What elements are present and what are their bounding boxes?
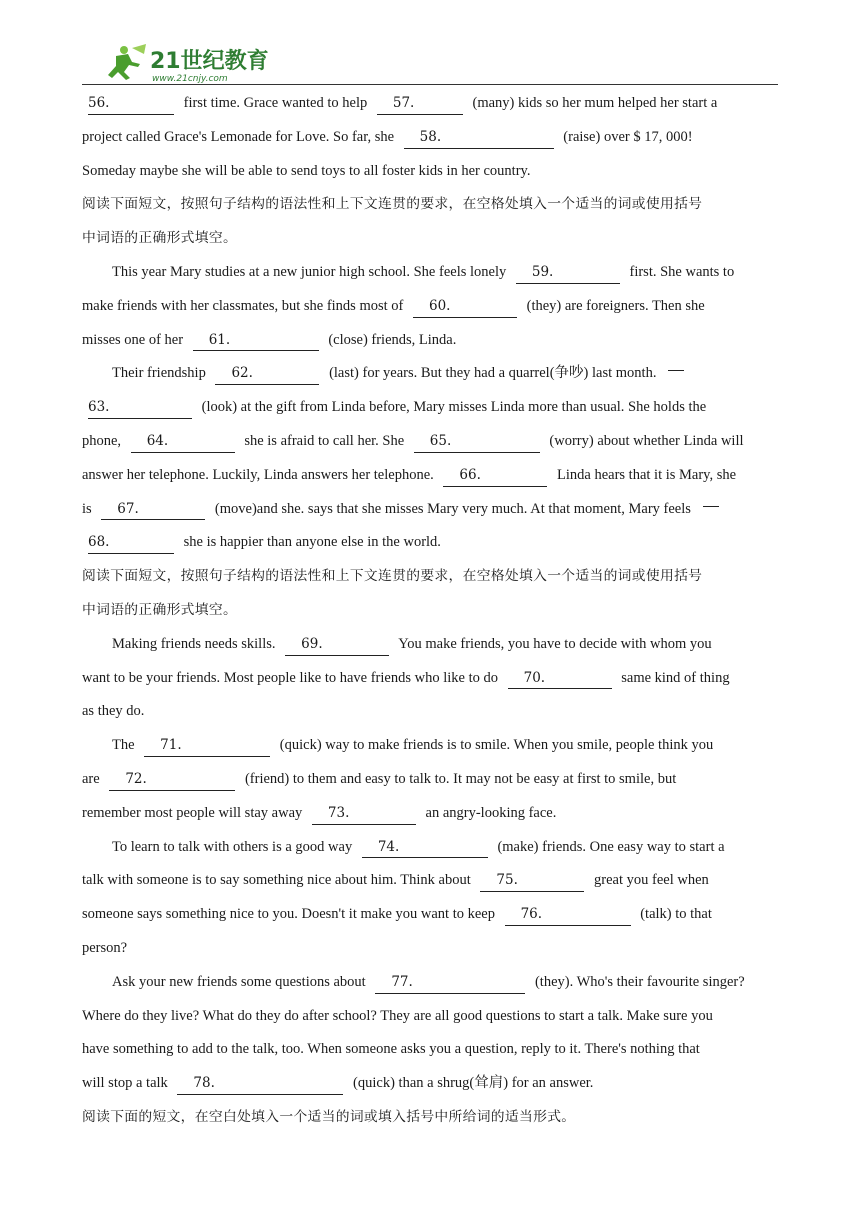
answer-blank-77[interactable] (375, 966, 525, 1000)
text-run: 68. (88, 534, 110, 551)
answer-blank-60[interactable] (413, 290, 517, 324)
text-run: 63. (88, 399, 110, 416)
text-line (82, 155, 782, 189)
text-run: will stop a talk (82, 1075, 168, 1092)
text-line (82, 324, 782, 358)
answer-blank-74[interactable] (362, 831, 488, 865)
text-run: 阅读下面短文，按照句子结构的语法性和上下文连贯的要求，在空格处填入一个适当的词或使用括号 (82, 568, 703, 585)
text-run: someone says something nice to you. Doesn't it make you want to keep (82, 906, 495, 923)
text-run: 65. (429, 432, 452, 449)
text-run: phone, (82, 432, 122, 449)
text-line (82, 357, 782, 391)
text-run: You make friends, you have to decide with whom you (398, 635, 712, 652)
text-run: 75. (496, 872, 518, 889)
text-run: 59. (531, 263, 554, 280)
text-run: 73. (327, 804, 350, 821)
text-run: first. She wants to (629, 263, 735, 280)
text-line (82, 831, 782, 865)
text-run: (make) friends. One easy way to start a (497, 838, 725, 855)
text-run: great you feel when (594, 872, 709, 889)
text-run: 60. (428, 297, 451, 314)
text-run: 71. (160, 737, 182, 754)
text-line (82, 459, 782, 493)
answer-blank-66[interactable] (443, 459, 547, 493)
answer-blank-75[interactable] (480, 864, 584, 898)
text-line (82, 425, 782, 459)
text-run: Making friends needs skills. (112, 635, 276, 652)
text-line (82, 662, 782, 696)
text-line (82, 391, 782, 425)
text-run: The (112, 737, 135, 754)
text-line (82, 493, 782, 527)
text-run: she is happier than anyone else in the world. (183, 534, 441, 551)
text-line (82, 797, 782, 831)
text-run: make friends with her classmates, but she finds most of (82, 297, 404, 314)
text-run: Ask your new friends some questions about (112, 973, 366, 990)
text-run: 74. (377, 838, 400, 855)
text-line (82, 864, 782, 898)
text-run: (last) for years. But they had a quarrel(争吵) last month. (329, 365, 657, 382)
answer-blank-73[interactable] (312, 797, 416, 831)
text-run: as they do. (82, 703, 145, 720)
svg-text:www.21cnjy.com: www.21cnjy.com (152, 74, 228, 84)
text-run: want to be your friends. Most people like to have friends who like to do (82, 669, 498, 686)
text-line (82, 121, 782, 155)
text-run: 62. (231, 365, 253, 382)
text-run: remember most people will stay away (82, 804, 303, 821)
text-run: Where do they live? What do they do after school? They are all good questions to start a talk. Make sure you (82, 1007, 713, 1024)
text-run: person? (82, 939, 128, 956)
text-line (82, 932, 782, 966)
text-run: (move)and she. says that she misses Mary very much. At that moment, Mary feels (214, 500, 691, 517)
text-run: are (82, 770, 100, 787)
text-run: Someday maybe she will be able to send toys to all foster kids in her country. (82, 162, 531, 179)
text-run: Linda hears that it is Mary, she (557, 466, 737, 483)
text-run: 56. (88, 95, 110, 111)
instruction-line (82, 1101, 782, 1135)
text-run: talk with someone is to say something nice about him. Think about (82, 872, 471, 889)
answer-blank-68[interactable] (88, 526, 174, 560)
answer-blank-78[interactable] (177, 1067, 343, 1101)
instruction-line (82, 188, 782, 222)
text-run: 中词语的正确形式填空。 (82, 230, 238, 247)
text-run: (look) at the gift from Linda before, Mary misses Linda more than usual. She holds the (201, 399, 707, 416)
text-run: is (82, 500, 92, 517)
text-run: Their friendship (112, 365, 206, 382)
answer-blank-59[interactable] (516, 256, 620, 290)
answer-blank-62[interactable] (215, 357, 319, 391)
text-run: (worry) about whether Linda will (549, 432, 744, 449)
text-run: 72. (125, 770, 147, 787)
21cnjy-logo (102, 42, 272, 84)
text-run: To learn to talk with others is a good way (112, 838, 353, 855)
text-run: (many) kids so her mum helped her start a (472, 95, 718, 111)
text-run: (raise) over $ 17, 000! (563, 128, 693, 145)
answer-blank-64[interactable] (131, 425, 235, 459)
text-line (82, 256, 782, 290)
text-run: 阅读下面的短文，在空白处填入一个适当的词或填入括号中所给词的适当形式。 (82, 1108, 576, 1125)
answer-blank-69[interactable] (285, 628, 389, 662)
text-line (82, 290, 782, 324)
instruction-line (82, 594, 782, 628)
text-run: 66. (459, 466, 481, 483)
text-run: project called Grace's Lemonade for Love. So far, she (82, 128, 395, 145)
text-line (82, 729, 782, 763)
instruction-line (82, 560, 782, 594)
text-run: This year Mary studies at a new junior high school. She feels lonely (112, 263, 507, 280)
text-run: (quick) way to make friends is to smile. When you smile, people think you (279, 737, 714, 754)
text-run: (they) are foreigners. Then she (526, 297, 705, 314)
instruction-line (82, 222, 782, 256)
text-line (82, 763, 782, 797)
text-line (82, 1067, 782, 1101)
text-run: 中词语的正确形式填空。 (82, 601, 238, 618)
text-run: 57. (392, 95, 415, 111)
text-run: misses one of her (82, 331, 184, 348)
text-line (82, 87, 782, 121)
text-run: 64. (146, 432, 169, 449)
text-run: (close) friends, Linda. (328, 331, 457, 348)
text-run: 78. (193, 1075, 215, 1092)
header-rule (82, 84, 778, 85)
text-line (82, 898, 782, 932)
text-run: 阅读下面短文，按照句子结构的语法性和上下文连贯的要求，在空格处填入一个适当的词或使用括号 (82, 196, 703, 213)
answer-blank-71[interactable] (144, 729, 270, 763)
text-run: same kind of thing (621, 669, 730, 686)
text-run: 67. (117, 500, 139, 517)
text-line (82, 526, 782, 560)
text-line (82, 1000, 782, 1034)
answer-blank-56[interactable] (88, 87, 174, 121)
text-run: she is afraid to call her. She (244, 432, 405, 449)
answer-blank-58[interactable] (404, 121, 554, 155)
text-line (82, 695, 782, 729)
answer-blank-67[interactable] (101, 493, 205, 527)
text-run: (they). Who's their favourite singer? (534, 973, 745, 990)
answer-blank-76[interactable] (505, 898, 631, 932)
page-header (82, 40, 778, 86)
text-run: an angry-looking face. (425, 804, 557, 821)
text-run: 70. (523, 669, 546, 686)
text-line (82, 966, 782, 1000)
answer-blank-61[interactable] (193, 324, 319, 358)
answer-blank-63[interactable] (88, 391, 192, 425)
answer-blank-65[interactable] (414, 425, 540, 459)
answer-blank-70[interactable] (508, 662, 612, 696)
text-run: answer her telephone. Luckily, Linda answers her telephone. (82, 466, 434, 483)
text-run: (talk) to that (640, 906, 712, 923)
document-body (82, 87, 782, 1135)
text-run: 77. (391, 973, 413, 990)
text-run: have something to add to the talk, too. When someone asks you a question, reply to it. There's nothing that (82, 1041, 700, 1058)
text-run: 61. (208, 331, 231, 348)
text-run: 76. (520, 906, 543, 923)
text-run: (quick) than a shrug(耸肩) for an answer. (353, 1075, 594, 1092)
answer-blank-72[interactable] (109, 763, 235, 797)
text-run: 69. (301, 635, 323, 652)
text-run: 58. (419, 128, 442, 145)
text-line (82, 628, 782, 662)
svg-text:21世纪教育: 21世纪教育 (150, 49, 269, 74)
answer-blank-57[interactable] (377, 87, 463, 121)
text-run: (friend) to them and easy to talk to. It may not be easy at first to smile, but (244, 770, 677, 787)
text-line (82, 1033, 782, 1067)
text-run: first time. Grace wanted to help (183, 95, 368, 111)
